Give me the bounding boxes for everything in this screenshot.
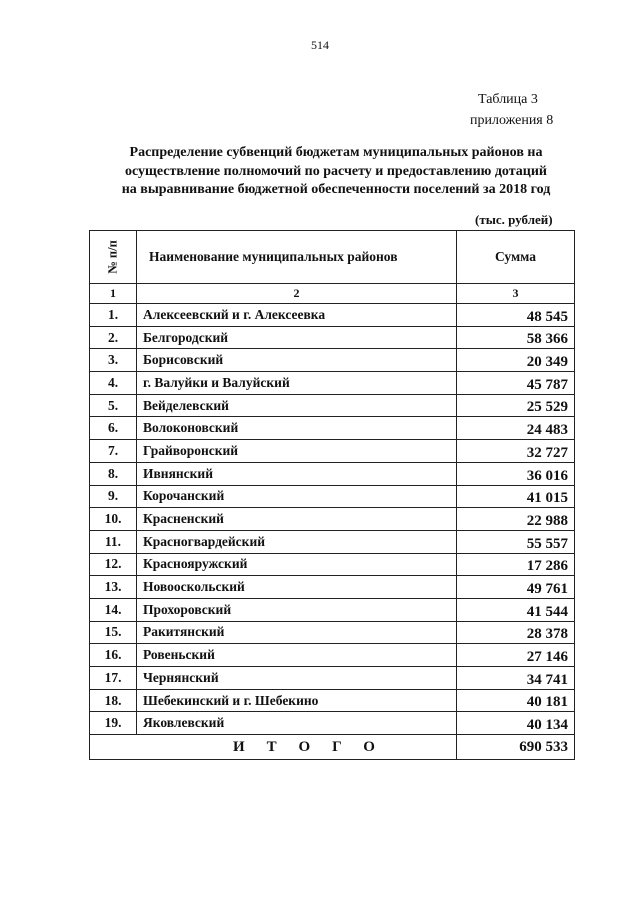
table-row <box>90 349 575 372</box>
table-row <box>90 508 575 531</box>
subvention-amount: 25 529 <box>457 394 575 417</box>
district-name: Чернянский <box>137 667 457 690</box>
subvention-amount: 34 741 <box>457 667 575 690</box>
subvention-amount: 40 181 <box>457 689 575 712</box>
total-amount: 690 533 <box>457 735 575 760</box>
column-index-3: 3 <box>457 284 575 304</box>
table-row <box>90 462 575 485</box>
row-number: 8. <box>90 462 137 485</box>
header-sum: Сумма <box>457 231 575 284</box>
table-row <box>90 440 575 463</box>
column-index-2: 2 <box>137 284 457 304</box>
subvention-amount: 41 015 <box>457 485 575 508</box>
row-number: 12. <box>90 553 137 576</box>
row-number: 7. <box>90 440 137 463</box>
row-number: 17. <box>90 667 137 690</box>
header-number <box>90 231 137 284</box>
table-row <box>90 485 575 508</box>
table-row <box>90 598 575 621</box>
appendix-reference: приложения 8 <box>470 113 554 128</box>
table-row <box>90 689 575 712</box>
row-number: 2. <box>90 326 137 349</box>
district-name: Краснояружский <box>137 553 457 576</box>
column-index-1: 1 <box>90 284 137 304</box>
row-number: 10. <box>90 508 137 531</box>
district-name: Вейделевский <box>137 394 457 417</box>
row-number: 18. <box>90 689 137 712</box>
table-row <box>90 304 575 327</box>
district-name: Шебекинский и г. Шебекино <box>137 689 457 712</box>
subvention-amount: 48 545 <box>457 304 575 327</box>
table-row <box>90 644 575 667</box>
table-row <box>90 576 575 599</box>
document-title-line-3: на выравнивание бюджетной обеспеченности поселений за 2018 год <box>121 182 551 197</box>
subvention-amount: 45 787 <box>457 372 575 395</box>
document-title-line-1: Распределение субвенций бюджетам муниципальных районов на <box>129 145 543 160</box>
row-number: 19. <box>90 712 137 735</box>
district-name: Ракитянский <box>137 621 457 644</box>
header-number-label: № п/п <box>105 240 120 274</box>
row-number: 3. <box>90 349 137 372</box>
table-row <box>90 621 575 644</box>
row-number: 4. <box>90 372 137 395</box>
subvention-amount: 36 016 <box>457 462 575 485</box>
table-row <box>90 372 575 395</box>
subvention-amount: 17 286 <box>457 553 575 576</box>
district-name: Алексеевский и г. Алексеевка <box>137 304 457 327</box>
subvention-amount: 41 544 <box>457 598 575 621</box>
row-number: 1. <box>90 304 137 327</box>
table-reference: Таблица 3 <box>478 92 538 107</box>
row-number: 13. <box>90 576 137 599</box>
subvention-amount: 32 727 <box>457 440 575 463</box>
row-number: 6. <box>90 417 137 440</box>
table-row <box>90 530 575 553</box>
row-number: 15. <box>90 621 137 644</box>
table-row <box>90 712 575 735</box>
subvention-amount: 22 988 <box>457 508 575 531</box>
subvention-amount: 40 134 <box>457 712 575 735</box>
district-name: г. Валуйки и Валуйский <box>137 372 457 395</box>
subvention-amount: 28 378 <box>457 621 575 644</box>
units-label: (тыс. рублей) <box>475 212 553 227</box>
document-title-line-2: осуществление полномочий по расчету и предоставлению дотаций <box>125 164 547 179</box>
column-index-row <box>90 284 575 304</box>
district-name: Ровеньский <box>137 644 457 667</box>
total-row <box>90 735 575 760</box>
table-row <box>90 417 575 440</box>
subvention-amount: 24 483 <box>457 417 575 440</box>
subvention-amount: 58 366 <box>457 326 575 349</box>
table-row <box>90 394 575 417</box>
row-number: 9. <box>90 485 137 508</box>
table-row <box>90 326 575 349</box>
district-name: Белгородский <box>137 326 457 349</box>
district-name: Волоконовский <box>137 417 457 440</box>
district-name: Корочанский <box>137 485 457 508</box>
subvention-amount: 20 349 <box>457 349 575 372</box>
district-name: Ивнянский <box>137 462 457 485</box>
table-row <box>90 667 575 690</box>
row-number: 16. <box>90 644 137 667</box>
row-number: 14. <box>90 598 137 621</box>
page-number: 514 <box>311 38 329 52</box>
district-name: Грайворонский <box>137 440 457 463</box>
subvention-amount: 55 557 <box>457 530 575 553</box>
row-number: 5. <box>90 394 137 417</box>
subvention-amount: 27 146 <box>457 644 575 667</box>
subvention-table <box>89 230 575 760</box>
district-name: Красногвардейский <box>137 530 457 553</box>
district-name: Борисовский <box>137 349 457 372</box>
total-label: ИТОГО <box>90 735 457 760</box>
district-name: Прохоровский <box>137 598 457 621</box>
table-row <box>90 553 575 576</box>
subvention-amount: 49 761 <box>457 576 575 599</box>
district-name: Новооскольский <box>137 576 457 599</box>
row-number: 11. <box>90 530 137 553</box>
district-name: Яковлевский <box>137 712 457 735</box>
table-header-row <box>90 231 575 284</box>
header-name: Наименование муниципальных районов <box>137 231 457 284</box>
district-name: Красненский <box>137 508 457 531</box>
